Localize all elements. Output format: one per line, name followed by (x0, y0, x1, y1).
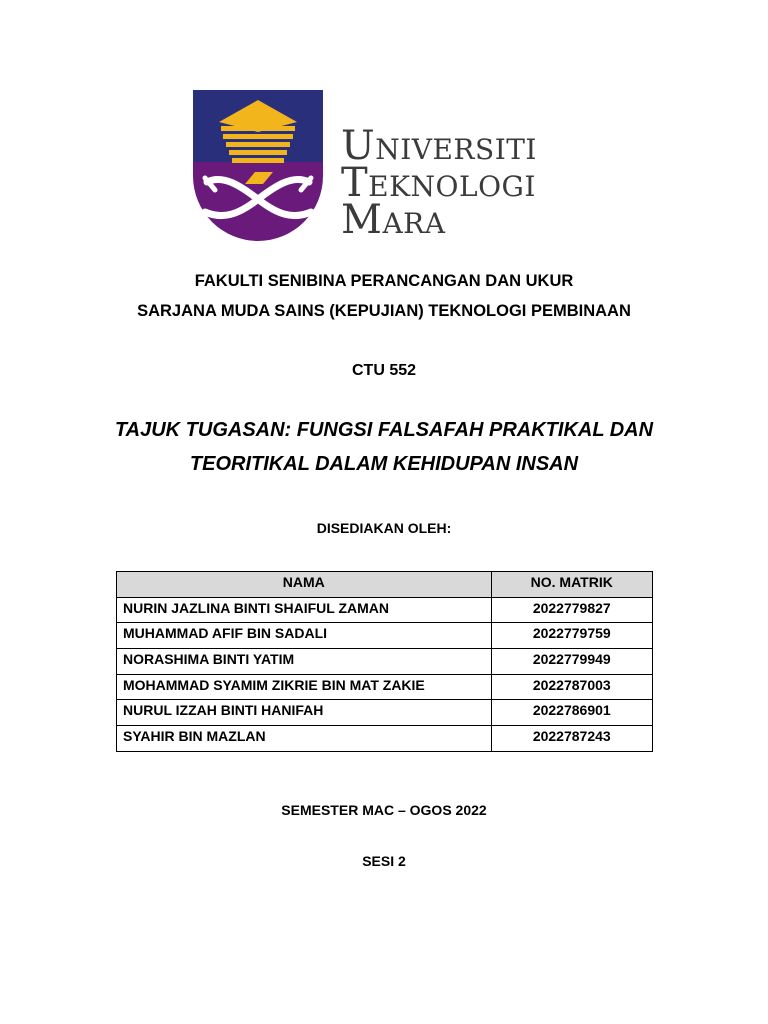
course-code: CTU 552 (351, 362, 417, 379)
member-name: NORASHIMA BINTI YATIM (117, 649, 492, 675)
member-name: MOHAMMAD SYAMIM ZIKRIE BIN MAT ZAKIE (117, 674, 492, 700)
table-row (117, 597, 653, 623)
table-row (117, 623, 653, 649)
table-row (117, 649, 653, 675)
university-wordmark (341, 123, 537, 243)
table-row (117, 674, 653, 700)
member-matrik: 2022779759 (491, 623, 652, 649)
wordmark-line-1: Universiti (341, 123, 537, 169)
member-matrik: 2022779949 (491, 649, 652, 675)
member-matrik: 2022787003 (491, 674, 652, 700)
program-name: SARJANA MUDA SAINS (KEPUJIAN) TEKNOLOGI PEMBINAAN (137, 302, 631, 320)
member-name: NURUL IZZAH BINTI HANIFAH (117, 700, 492, 726)
wordmark-line-3: Mara (341, 197, 446, 243)
member-name: SYAHIR BIN MAZLAN (117, 726, 492, 752)
header-nama: NAMA (117, 572, 492, 598)
assignment-title-line-2: TEORITIKAL DALAM KEHIDUPAN INSAN (189, 453, 579, 475)
member-name: NURIN JAZLINA BINTI SHAIFUL ZAMAN (117, 597, 492, 623)
member-matrik: 2022779827 (491, 597, 652, 623)
member-matrik: 2022787243 (491, 726, 652, 752)
member-name: MUHAMMAD AFIF BIN SADALI (117, 623, 492, 649)
session-label: SESI 2 (362, 853, 406, 869)
uitm-logo (193, 90, 583, 242)
wordmark-line-2: Teknologi (341, 160, 536, 206)
table-header-row (117, 572, 653, 598)
header-no-matrik: NO. MATRIK (491, 572, 652, 598)
table-row (117, 700, 653, 726)
table-row (117, 726, 653, 752)
semester-label: SEMESTER MAC – OGOS 2022 (281, 802, 487, 818)
member-table (116, 571, 653, 752)
member-matrik: 2022786901 (491, 700, 652, 726)
assignment-title-line-1: TAJUK TUGASAN: FUNGSI FALSAFAH PRAKTIKAL DAN (114, 419, 654, 441)
prepared-by-label: DISEDIAKAN OLEH: (316, 520, 452, 536)
uitm-crest-icon (193, 90, 323, 242)
faculty-name: FAKULTI SENIBINA PERANCANGAN DAN UKUR (194, 272, 574, 290)
